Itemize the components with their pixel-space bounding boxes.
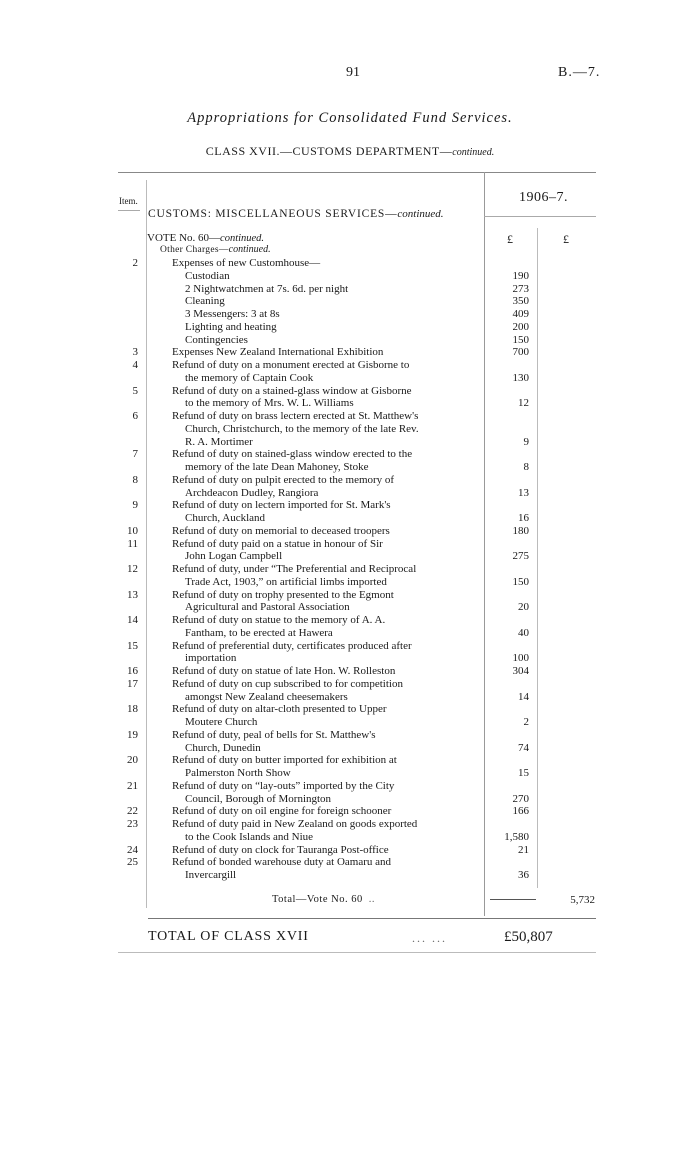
table-row <box>0 461 700 474</box>
line-description: Refund of duty on memorial to deceased troopers <box>172 524 390 537</box>
table-row <box>0 678 700 691</box>
table-row <box>0 563 700 576</box>
page-heading: Appropriations for Consolidated Fund Services. <box>187 110 513 126</box>
line-amount: 190 <box>512 269 529 282</box>
line-amount: 130 <box>512 371 529 384</box>
table-row <box>0 436 700 449</box>
table-row <box>0 742 700 755</box>
item-number: 15 <box>127 639 138 652</box>
item-number: 22 <box>127 805 138 818</box>
line-description: to the Cook Islands and Niue <box>185 830 314 843</box>
table-row <box>0 703 700 716</box>
line-amount: 14 <box>518 690 529 703</box>
line-description: Trade Act, 1903,” on artificial limbs imported <box>185 575 387 588</box>
item-number: 19 <box>127 728 138 741</box>
table-row <box>0 257 700 270</box>
item-number: 3 <box>132 346 138 359</box>
item-column-header: Item. <box>119 196 138 206</box>
line-description: Invercargill <box>185 869 237 881</box>
line-description: Refund of duty on statue of late Hon. W. Rolleston <box>172 665 396 677</box>
line-description: Refund of duty on stained-glass window erected to the <box>172 448 413 461</box>
table-row <box>0 385 700 398</box>
table-row <box>0 589 700 602</box>
table-row <box>0 601 700 614</box>
table-row <box>0 512 700 525</box>
line-description: Refund of duty paid on a statue in honour of Sir <box>172 537 383 550</box>
header-rule <box>118 172 596 173</box>
line-description: Council, Borough of Mornington <box>185 792 332 805</box>
table-row <box>0 691 700 704</box>
table-row <box>0 321 700 334</box>
page-number: 91 <box>346 65 360 80</box>
line-amount: 40 <box>518 626 529 639</box>
table-row <box>0 869 700 882</box>
line-description: Agricultural and Pastoral Association <box>185 601 350 614</box>
line-description: Refund of bonded warehouse duty at Oamaru and <box>172 856 392 869</box>
currency-header-1: £ <box>507 232 513 246</box>
table-row <box>0 716 700 729</box>
line-description: 3 Messengers: 3 at 8s <box>185 308 280 320</box>
section-title-suffix: continued. <box>397 208 444 220</box>
total-vote-dots: .. <box>368 894 375 905</box>
line-amount: 180 <box>512 524 529 537</box>
table-row <box>0 525 700 538</box>
section-title-main: CUSTOMS: MISCELLANEOUS SERVICES— <box>148 208 398 220</box>
table-row <box>0 767 700 780</box>
table-row <box>0 576 700 589</box>
class-total-rule <box>148 918 596 919</box>
table-row <box>0 423 700 436</box>
line-amount: 304 <box>512 665 529 677</box>
line-description: Cleaning <box>185 295 225 308</box>
item-number: 10 <box>127 524 138 537</box>
line-amount: 12 <box>518 397 529 410</box>
line-description: Fantham, to be erected at Hawera <box>185 626 333 639</box>
item-number: 18 <box>127 703 138 716</box>
total-vote-amount: 5,732 <box>570 894 595 906</box>
line-amount: 21 <box>518 843 529 856</box>
table-row <box>0 487 700 500</box>
table-row <box>0 818 700 831</box>
line-description: Refund of preferential duty, certificates produced after <box>172 639 412 652</box>
line-description: R. A. Mortimer <box>185 435 253 448</box>
bottom-rule <box>118 952 596 953</box>
line-amount: 2 <box>523 716 529 728</box>
line-description: Archdeacon Dudley, Rangiora <box>185 486 319 499</box>
table-row <box>0 410 700 423</box>
line-amount: 350 <box>512 295 529 308</box>
year-rule <box>484 216 596 217</box>
table-row <box>0 805 700 818</box>
line-amount: 20 <box>518 601 529 614</box>
total-class-dots: ... ... <box>412 931 447 945</box>
line-description: to the memory of Mrs. W. L. Williams <box>185 397 354 410</box>
item-number: 7 <box>132 448 138 461</box>
item-number: 23 <box>127 818 138 830</box>
table-row <box>0 346 700 359</box>
item-number: 12 <box>127 563 138 575</box>
line-description: Refund of duty on pulpit erected to the memory of <box>172 473 395 486</box>
table-row <box>0 640 700 653</box>
item-number: 14 <box>127 614 138 626</box>
line-description: memory of the late Dean Mahoney, Stoke <box>185 461 369 473</box>
line-amount: 9 <box>523 435 529 448</box>
line-description: Refund of duty, peal of bells for St. Matthew's <box>172 728 376 741</box>
total-class-amount: £50,807 <box>504 929 553 945</box>
line-description: Lighting and heating <box>185 320 277 333</box>
table-row <box>0 856 700 869</box>
item-number: 9 <box>132 499 138 512</box>
table-row <box>0 448 700 461</box>
line-amount: 166 <box>512 805 529 818</box>
table-row <box>0 270 700 283</box>
line-description: Church, Auckland <box>185 512 266 524</box>
line-description: Refund of duty on lectern imported for St. Mark's <box>172 499 391 512</box>
page-reference: B.—7. <box>558 65 601 80</box>
line-description: Refund of duty on oil engine for foreign schooner <box>172 805 392 818</box>
vote-total-rule-left <box>490 899 536 900</box>
table-row <box>0 334 700 347</box>
total-vote-text: Total—Vote No. 60 <box>272 894 363 905</box>
line-amount: 1,580 <box>504 830 529 843</box>
line-description: Refund of duty on clock for Tauranga Post-office <box>172 843 389 856</box>
line-description: Refund of duty on cup subscribed to for competition <box>172 677 403 690</box>
vote-heading-main: VOTE No. 60— <box>147 232 221 244</box>
line-description: Refund of duty paid in New Zealand on goods exported <box>172 818 418 830</box>
line-amount: 273 <box>512 282 529 295</box>
total-class-label: TOTAL OF CLASS XVII <box>148 929 309 944</box>
line-amount: 8 <box>523 461 529 473</box>
line-description: Refund of duty, under “The Preferential and Reciprocal <box>172 563 417 575</box>
line-description: Moutere Church <box>185 716 258 728</box>
line-description: amongst New Zealand cheesemakers <box>185 690 348 703</box>
table-row <box>0 780 700 793</box>
class-title-suffix: continued. <box>452 147 495 158</box>
line-description: Refund of duty on butter imported for exhibition at <box>172 754 397 767</box>
table-row <box>0 652 700 665</box>
table-row <box>0 308 700 321</box>
other-charges-suffix: continued. <box>228 244 271 255</box>
item-number: 11 <box>127 537 138 550</box>
table-row <box>0 538 700 551</box>
item-number: 2 <box>132 257 138 269</box>
item-number: 5 <box>132 384 138 397</box>
item-number: 17 <box>127 677 138 690</box>
table-row <box>0 627 700 640</box>
line-description: John Logan Campbell <box>185 550 283 563</box>
line-description: Expenses New Zealand International Exhibition <box>172 346 384 359</box>
table-row <box>0 397 700 410</box>
table-row <box>0 372 700 385</box>
item-number: 20 <box>127 754 138 767</box>
line-amount: 270 <box>512 792 529 805</box>
section-title <box>148 208 444 220</box>
table-row <box>0 754 700 767</box>
line-amount: 16 <box>518 512 529 524</box>
line-description: Refund of duty on a monument erected at Gisborne to <box>172 359 410 371</box>
line-description: Refund of duty on a stained-glass window at Gisborne <box>172 384 412 397</box>
line-amount: 13 <box>518 486 529 499</box>
item-number: 21 <box>127 779 138 792</box>
line-amount: 15 <box>518 767 529 779</box>
line-description: Refund of duty on altar-cloth presented to Upper <box>172 703 387 716</box>
line-amount: 150 <box>512 333 529 346</box>
line-description: Refund of duty on trophy presented to the Egmont <box>172 588 394 601</box>
other-charges-main: Other Charges— <box>160 245 229 255</box>
item-number: 4 <box>132 359 138 371</box>
item-number: 24 <box>127 843 138 856</box>
table-row <box>0 793 700 806</box>
currency-header-2: £ <box>563 232 569 246</box>
table-row <box>0 499 700 512</box>
line-amount: 700 <box>512 346 529 359</box>
line-amount: 409 <box>512 308 529 320</box>
table-row <box>0 844 700 857</box>
item-number: 25 <box>127 856 138 869</box>
line-description: Refund of duty on “lay-outs” imported by the City <box>172 779 395 792</box>
table-row <box>0 729 700 742</box>
table-row <box>0 295 700 308</box>
line-description: Expenses of new Customhouse— <box>172 257 321 269</box>
line-amount: 275 <box>512 550 529 563</box>
line-amount: 100 <box>512 652 529 665</box>
line-description: Refund of duty on statue to the memory of A. A. <box>172 614 386 626</box>
table-row <box>0 614 700 627</box>
table-row <box>0 831 700 844</box>
vote-heading <box>147 232 264 244</box>
class-title <box>0 144 700 159</box>
line-description: Palmerston North Show <box>185 767 291 779</box>
item-number: 13 <box>127 588 138 601</box>
line-amount: 74 <box>518 741 529 754</box>
line-amount: 36 <box>518 869 529 881</box>
item-number: 6 <box>132 410 138 422</box>
line-description: importation <box>185 652 237 665</box>
line-amount: 150 <box>512 575 529 588</box>
line-amount: 200 <box>512 320 529 333</box>
table-row <box>0 474 700 487</box>
line-description: Church, Dunedin <box>185 741 261 754</box>
other-charges-heading <box>160 244 271 255</box>
total-vote-label <box>272 894 375 905</box>
table-row <box>0 665 700 678</box>
line-description: Church, Christchurch, to the memory of the late Rev. <box>185 422 419 435</box>
item-head-rule <box>118 210 140 211</box>
line-description: 2 Nightwatchmen at 7s. 6d. per night <box>185 282 349 295</box>
table-row <box>0 359 700 372</box>
line-description: the memory of Captain Cook <box>185 371 314 384</box>
vote-heading-suffix: continued. <box>220 233 265 244</box>
item-number: 8 <box>132 473 138 486</box>
year-header: 1906–7. <box>519 190 568 205</box>
table-row <box>0 283 700 296</box>
line-description: Contingencies <box>185 333 248 346</box>
line-description: Custodian <box>185 269 230 282</box>
line-description: Refund of duty on brass lectern erected at St. Matthew's <box>172 410 419 422</box>
class-title-main: CLASS XVII.—CUSTOMS DEPARTMENT— <box>205 144 453 158</box>
table-row <box>0 550 700 563</box>
item-number: 16 <box>127 665 138 677</box>
